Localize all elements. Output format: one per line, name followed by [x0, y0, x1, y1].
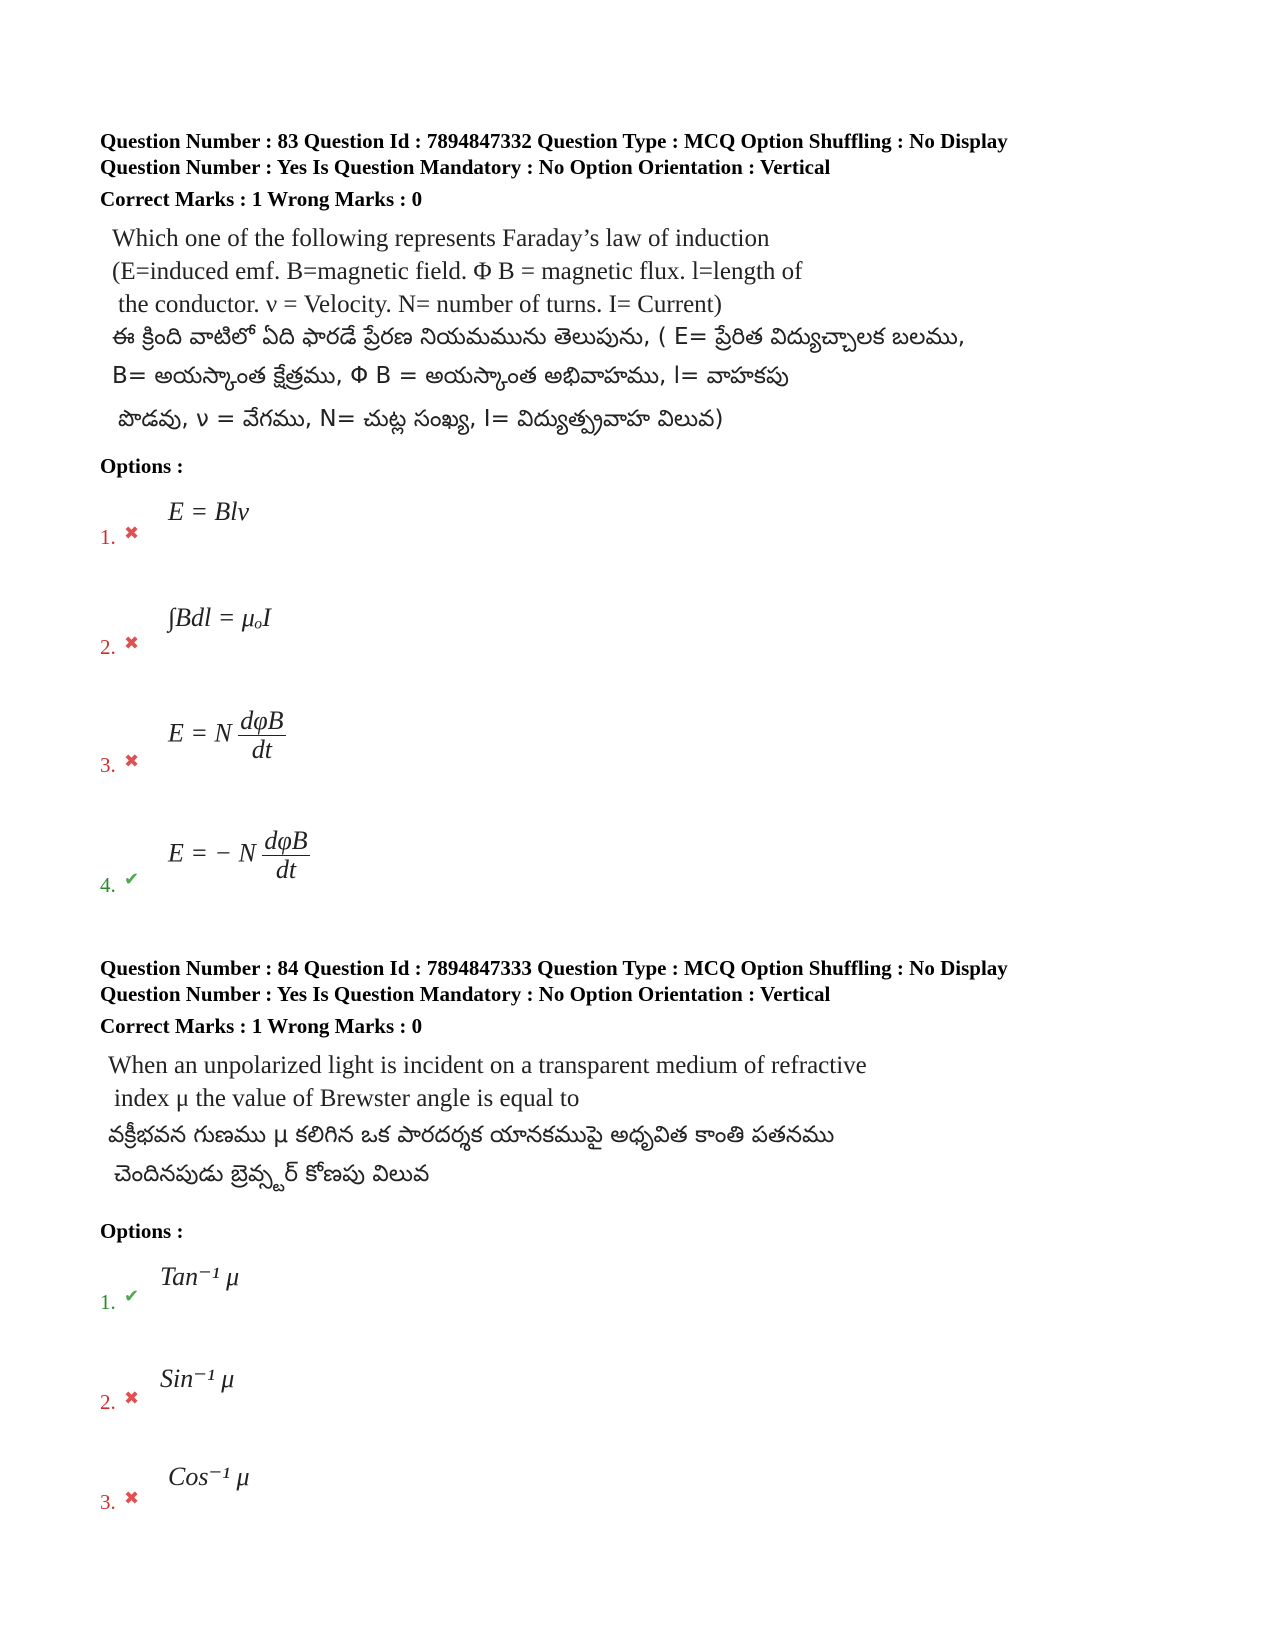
fraction-denominator: dt: [275, 855, 297, 884]
formula-lhs: E = N: [168, 718, 232, 748]
option-formula: Cos⁻¹ μ: [168, 1462, 250, 1491]
meta-line-1: Question Number : 84 Question Id : 7894847333 Question Type : MCQ Option Shuffling : No Display: [100, 956, 1008, 980]
options-label: Options :: [100, 1219, 184, 1243]
cross-icon: ✖: [124, 1388, 140, 1408]
meta-line-2: Question Number : Yes Is Question Mandatory : No Option Orientation : Vertical: [100, 155, 831, 179]
question-meta: [100, 955, 1180, 1039]
question-meta: [100, 128, 1180, 212]
marks-line: Correct Marks : 1 Wrong Marks : 0: [100, 1014, 423, 1038]
meta-line-1: Question Number : 83 Question Id : 7894847332 Question Type : MCQ Option Shuffling : No Display: [100, 129, 1008, 153]
question-text-te-3: పొడవు, ν = వేగము, N= చుట్ల సంఖ్య, I= విద్యుత్ప్రవాహ విలువ): [118, 406, 724, 432]
option-3[interactable]: [100, 1460, 1180, 1540]
option-4[interactable]: [100, 826, 1180, 951]
options-label: Options :: [100, 454, 184, 478]
option-number: 2.: [100, 1390, 116, 1414]
option-number: 4.: [100, 873, 116, 897]
formula-lhs: E = − N: [168, 838, 256, 868]
option-number: 1.: [100, 525, 116, 549]
cross-icon: ✖: [124, 633, 140, 653]
marks-line: Correct Marks : 1 Wrong Marks : 0: [100, 187, 423, 211]
option-number: 3.: [100, 1490, 116, 1514]
check-icon: ✔: [124, 1286, 140, 1306]
fraction-denominator: dt: [251, 735, 273, 764]
option-formula: [168, 827, 310, 884]
option-2[interactable]: [100, 1360, 1180, 1460]
meta-line-2: Question Number : Yes Is Question Mandatory : No Option Orientation : Vertical: [100, 982, 831, 1006]
fraction: [262, 827, 309, 884]
question-text: [108, 1049, 1180, 1191]
question-text-te-1: వక్రీభవన గుణము μ కలిగిన ఒక పారదర్శక యానకముపై అధృవిత కాంతి పతనము: [108, 1122, 835, 1148]
option-number: 1.: [100, 1290, 116, 1314]
check-icon: ✔: [124, 869, 140, 889]
question-text-en-1: When an unpolarized light is incident on a transparent medium of refractive: [108, 1052, 867, 1079]
fraction: [238, 707, 285, 764]
question-text-en-2: (E=induced emf. B=magnetic field. Φ B = magnetic flux. l=length of: [112, 258, 803, 285]
question-text-en-3: the conductor. ν = Velocity. N= number of turns. I= Current): [118, 291, 722, 318]
option-formula: ∫Bdl = μₒI: [168, 603, 271, 632]
cross-icon: ✖: [124, 751, 140, 771]
question-text-te-2: చెందినపుడు బ్రెవ్స్టర్ కోణపు విలువ: [114, 1161, 430, 1187]
question-text: [112, 222, 1180, 436]
question-text-te-1: ఈ క్రింది వాటిలో ఏది ఫారడే ప్రేరణ నియమమును తెలుపును, ( E= ప్రేరిత విద్యుచ్చాలక బలము,: [112, 324, 966, 350]
option-3[interactable]: [100, 706, 1180, 831]
option-number: 3.: [100, 753, 116, 777]
option-1[interactable]: [100, 1258, 1180, 1360]
option-formula: E = Blν: [168, 497, 250, 526]
option-1[interactable]: [100, 495, 1180, 607]
fraction-numerator: dφB: [264, 826, 308, 855]
fraction-numerator: dφB: [240, 706, 284, 735]
question-83: [100, 128, 1180, 951]
question-text-en-2: index μ the value of Brewster angle is equal to: [114, 1085, 580, 1112]
option-formula: Tan⁻¹ μ: [160, 1262, 240, 1291]
option-formula: Sin⁻¹ μ: [160, 1364, 235, 1393]
question-text-te-2: B= అయస్కాంత క్షేత్రము, Φ B = అయస్కాంత అభివాహము, l= వాహకపు: [112, 363, 789, 389]
cross-icon: ✖: [124, 1488, 140, 1508]
option-number: 2.: [100, 635, 116, 659]
option-formula: [168, 707, 286, 764]
option-2[interactable]: [100, 603, 1180, 719]
question-84: [100, 955, 1180, 1540]
question-text-en-1: Which one of the following represents Faraday’s law of induction: [112, 225, 770, 252]
cross-icon: ✖: [124, 523, 140, 543]
